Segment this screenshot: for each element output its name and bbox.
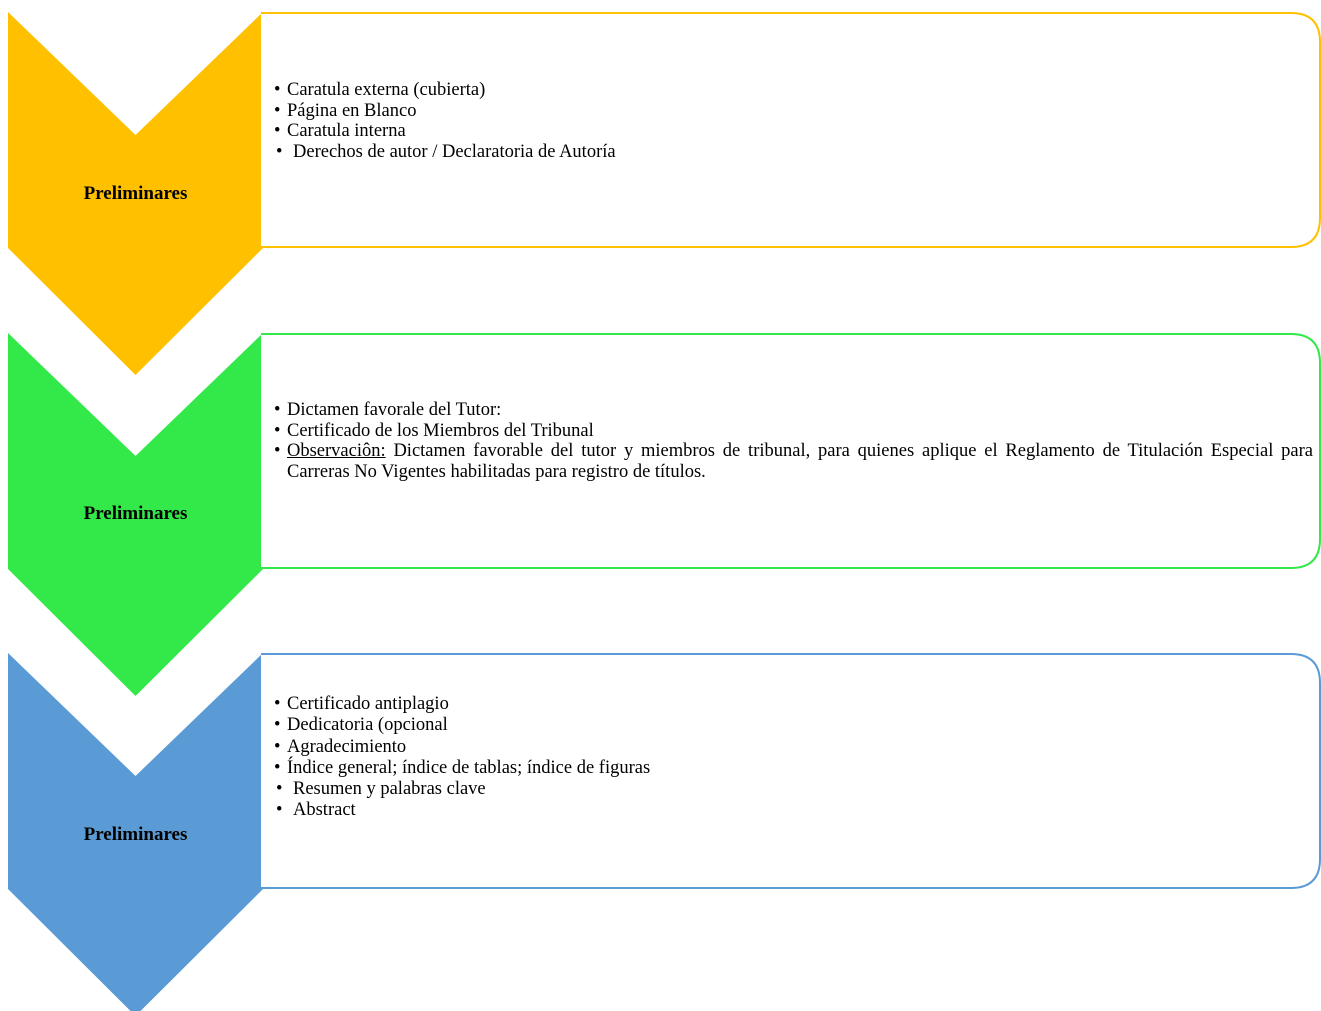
list-item: • Agradecimiento xyxy=(274,736,407,757)
list-item: • Abstract xyxy=(276,800,356,821)
list-item: • Resumen y palabras clave xyxy=(276,779,486,800)
list-item: • Dictamen favorale del Tutor: xyxy=(274,400,502,420)
section-items xyxy=(261,400,1313,483)
list-item: • Índice general; índice de tablas; índice de figuras xyxy=(274,757,651,778)
observation-item: • Observaciôn: Dictamen favorable del tutor y miembros de tribunal, para quienes aplique el Reglamento de Titulación Especial para Carreras No Vigentes habilitadas para registro de títulos. xyxy=(274,441,1313,483)
list-item: • Derechos de autor / Declaratoria de Autoría xyxy=(276,142,616,163)
section-items xyxy=(261,694,1313,822)
section-items xyxy=(261,80,1313,163)
list-item: • Página en Blanco xyxy=(274,100,417,121)
list-item: • Dedicatoria (opcional xyxy=(274,715,448,736)
content-box-preliminares-3 xyxy=(261,653,1321,889)
chevron-preliminares-3 xyxy=(8,653,263,1011)
list-item: • Certificado antiplagio xyxy=(274,694,449,714)
list-item: • Caratula externa (cubierta) xyxy=(274,80,486,100)
chevron-preliminares-2 xyxy=(8,333,263,696)
observation-text: Dictamen favorable del tutor y miembros de tribunal, para quienes aplique el Reglamento de Titulación Especial para Carreras No Vigentes habilitadas para registro de títulos. xyxy=(287,441,1313,483)
content-box-preliminares-2 xyxy=(261,333,1321,569)
content-box-preliminares-1 xyxy=(261,12,1321,248)
section-label: Preliminares xyxy=(83,503,188,524)
section-label: Preliminares xyxy=(83,824,188,845)
chevron-preliminares-1 xyxy=(8,12,263,375)
list-item: • Caratula interna xyxy=(274,121,406,142)
section-label: Preliminares xyxy=(83,183,188,204)
list-item: • Certificado de los Miembros del Tribunal xyxy=(274,420,594,441)
observation-title: Observaciôn: xyxy=(287,441,386,462)
